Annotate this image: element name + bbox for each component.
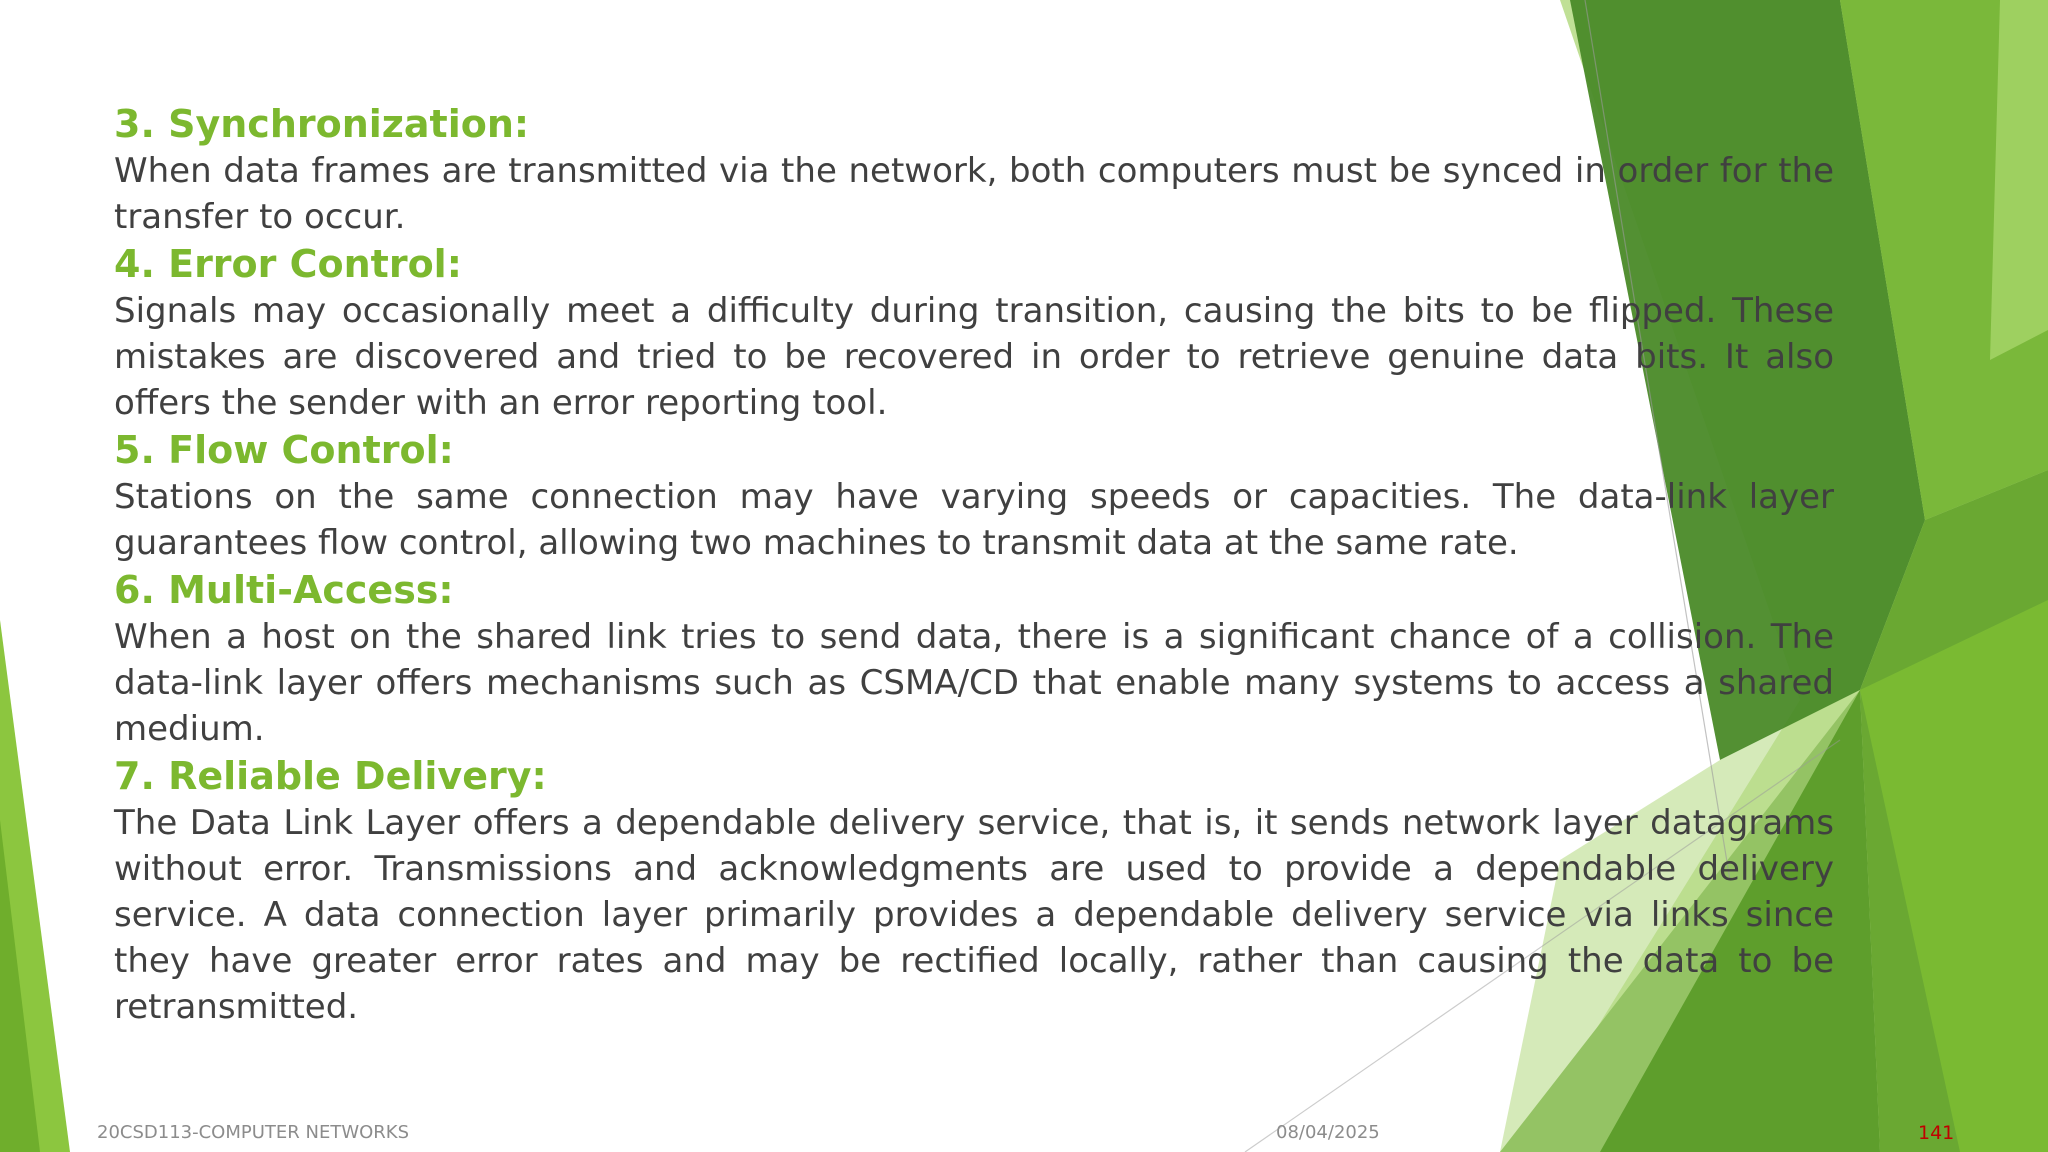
heading-multi-access: 6. Multi-Access: [114, 568, 454, 612]
heading-synchronization: 3. Synchronization: [114, 102, 530, 146]
right-facet-pale [1990, 0, 2048, 360]
paragraph-flow-control: Stations on the same connection may have varying speeds or capacities. The data-link layer guarantees flow control, allowing two machines to transmit data at the same rate. [114, 477, 1834, 563]
slide-body [114, 100, 1834, 1030]
heading-reliable-delivery: 7. Reliable Delivery: [114, 754, 547, 798]
footer-page-number: 141 [1918, 1122, 1955, 1144]
heading-error-control: 4. Error Control: [114, 242, 462, 286]
heading-flow-control: 5. Flow Control: [114, 428, 454, 472]
paragraph-multi-access: When a host on the shared link tries to send data, there is a significant chance of a collision. The data-link layer offers mechanisms such as CSMA/CD that enable many systems to access a shared medium. [114, 617, 1834, 749]
footer-date: 08/04/2025 [1276, 1122, 1380, 1143]
paragraph-error-control: Signals may occasionally meet a difficulty during transition, causing the bits to be flipped. These mistakes are discovered and tried to be recovered in order to retrieve genuine data bits. It also offers the sender with an error reporting tool. [114, 291, 1834, 423]
footer-course: 20CSD113-COMPUTER NETWORKS [97, 1122, 410, 1143]
paragraph-synchronization: When data frames are transmitted via the network, both computers must be synced in order for the transfer to occur. [114, 151, 1834, 237]
paragraph-reliable-delivery: The Data Link Layer offers a dependable delivery service, that is, it sends network layer datagrams without error. Transmissions and acknowledgments are used to provide a dependable delivery service. A data connection layer primarily provides a dependable delivery service via links since they have greater error rates and may be rectified locally, rather than causing the data to be retransmitted. [114, 803, 1834, 1027]
